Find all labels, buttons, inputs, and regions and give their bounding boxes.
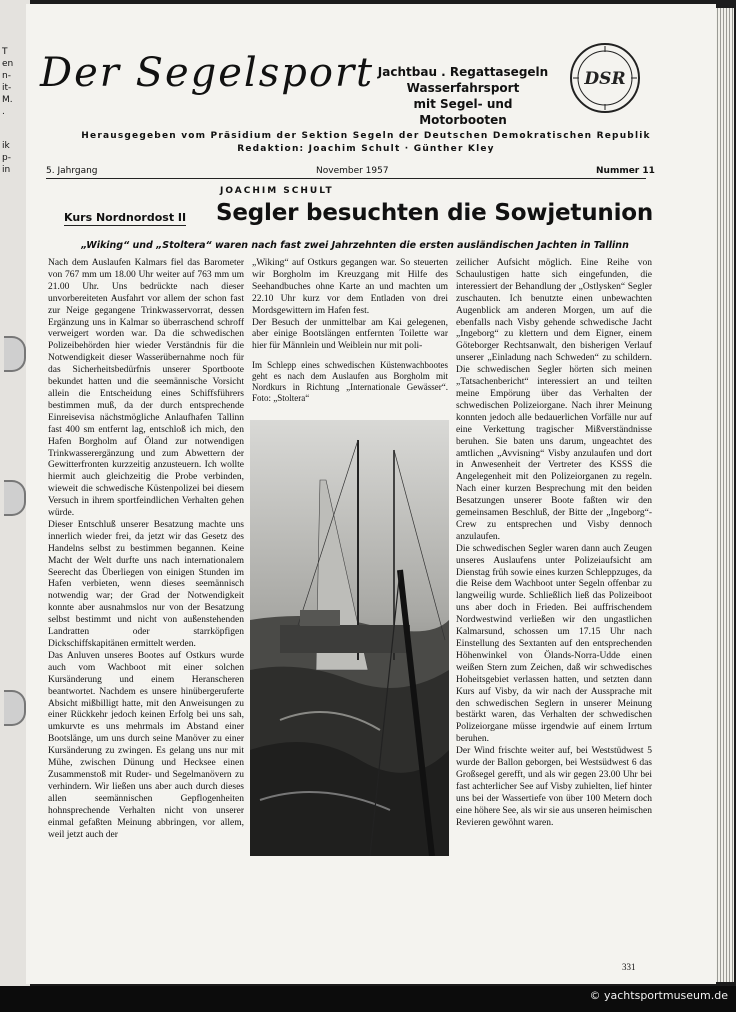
issue-number: Nummer 11 <box>596 166 655 176</box>
magazine-page <box>26 4 716 984</box>
paragraph: Dieser Entschluß unserer Besatzung machte uns innerlich wieder frei, da jetzt wir das Gesetz des Handelns selbst zu bestimmen begannen. Keine Macht der Welt durfte uns nach internationalem Seerecht das Überliegen von einigen Stunden im Hafen verbieten, wenn dieses seemännisch notwendig war; der Grad der Notwendigkeit konnte aber ausnahmslos nur von der Besatzung selbst bestimmt und nicht von außenstehenden Landratten oder starrköpfigen Dickschiffskapitänen ermittelt werden. <box>48 519 244 649</box>
publisher-line: Herausgegeben vom Präsidium der Sektion Segeln der Deutschen Demokratischen Republik <box>81 131 651 141</box>
paragraph: „Wiking“ auf Ostkurs gegangen war. So steuerten wir Borgholm im Kreuzgang mit Hilfe des Seehandbuches ohne Karte an und machten um 22.10 Uhr kurz vor dem Entladen von drei Mordsgewittern im Hafen fest. <box>252 258 448 316</box>
adjacent-page-text-1: T en n- it- M. . <box>2 47 14 117</box>
article-column-2 <box>252 258 448 353</box>
seal-letters: DSR <box>584 69 626 89</box>
masthead-rule <box>46 178 646 179</box>
page-number: 331 <box>622 962 636 972</box>
dsr-seal-icon <box>569 42 641 114</box>
article-author: JOACHIM SCHULT <box>220 186 334 196</box>
binder-ring-icon <box>4 690 26 726</box>
magazine-logo: Der Segelsport <box>40 50 375 96</box>
article-column-1 <box>48 258 244 841</box>
paragraph: Nach dem Auslaufen Kalmars fiel das Barometer von 767 mm um 18.00 Uhr weiter auf 763 mm um 21.00 Uhr. Uns bedrückte nach dieser unvorbereiteten Ausfahrt vor allem der schon fast zur Neige gegangene Trinkwasservorrat, dessen Ergänzung uns in Kalmar so überraschend schroff verweigert worden war. Da die schwedischen Polizeibehörden hier wieder Verständnis für die Notwendigkeit dieser Wasserübernahme noch für das Sicherheitsbedürfnis unserer Sportboote bekundet hatten und die seemännische Vorsicht allein die Entscheidung eines Schiffsführers bestimmen muß, da der durch entsprechende Einreisevisa nächstmögliche Anlaufhafen Tallinn fast 400 sm entfernt lag, entschloß ich mich, den Hafen Borgholm auf Öland zur notwendigen Trinkwasserergänzung und zum Abwettern der Gewitterfronten kurzzeitig anzusteuern. Ich wollte hiermit auch gleichzeitig die Probe verbinden, wieweit die schwedische Küstenpolizei bei diesem Versuch in ihrem sportfeindlichen Verhalten gehen würde. <box>48 258 244 519</box>
paragraph: Der Wind frischte weiter auf, bei Weststüdwest 5 wurde der Ballon geborgen, bei Westsüdwest 6 das Großsegel gerefft, und als wir gegen 23.00 Uhr bei fast achterlicher See auf Visby zuhielten, lief hinter uns bei der Wassertiefe von über 100 Metern doch eine höhere See, als wir sie aus unseren heimischen Revieren gewöhnt waren. <box>456 746 653 828</box>
subtitle-line: Jachtbau . Regattasegeln <box>377 65 549 79</box>
masthead-subtitle <box>368 64 558 128</box>
sailboat-photo <box>250 420 449 856</box>
photo-caption: Im Schlepp eines schwedischen Küstenwachbootes geht es nach dem Auslaufen aus Borgholm mit Nordkurs in Richtung „Internationale Gewässer“. Foto: „Stoltera“ <box>252 360 448 403</box>
article-subhead: „Wiking“ und „Stoltera“ waren nach fast zwei Jahrzehnten die ersten ausländischen Jachten in Tallinn <box>81 240 629 251</box>
issue-date: November 1957 <box>316 166 389 176</box>
binder-ring-icon <box>4 336 26 372</box>
adjacent-page-text-2: ik p- in <box>2 141 11 175</box>
binder-ring-icon <box>4 480 26 516</box>
watermark-credit: © yachtsportmuseum.de <box>589 989 728 1002</box>
paragraph: Das Anluven unseres Bootes auf Ostkurs wurde auch vom Wachboot mit einer solchen Kursänderung und einem Heranscheren beantwortet. Nachdem es unsere hinübergeruferte Absicht mißbilligt hatte, mit den Anweisungen zu einer Rückkehr jedoch keinen Erfolg bei uns sah, umkurvte es uns mehrmals im Abstand einer Bootslänge, um uns durch seine Manöver zu einer Kursänderung zu zwingen. Es gelang uns nur mit Mühe, zwischen Dünung und Hecksee einen Zusammenstoß mit Ruder- und Segelmanövern zu verhindern. Wir ließen uns aber auch durch dieses allen seemännischen Gepflogenheiten hohnsprechende Verhalten nicht von unserer einmal gefaßten Meinung abbringen, vor allem, weil jetzt auch der <box>48 650 244 840</box>
issue-volume: 5. Jahrgang <box>46 166 98 176</box>
paragraph: Der Besuch der unmittelbar am Kai gelegenen, aber einige Bootslängen entfernten Toilette war hier für Männlein und Weiblein nur mit poli- <box>252 317 448 352</box>
paragraph: Die schwedischen Segler waren dann auch Zeugen unseres Auslaufens unter Polizeiaufsicht am Dienstag früh sowie eines kurzen Schleppzuges, da die Reise dem Wachboot unter Segeln offenbar zu langweilig wurde. Schließlich ließ das Polizeiboot uns aber doch in Frieden. Bei auffrischendem Nordwestwind verließen wir den ungastlichen Kalmarsund, schossen um 17.15 Uhr nach Einstellung des Sextanten auf den entsprechenden Höhenwinkel von Ölands-Norra-Udde einen weißen Stern zum Zeichen, daß wir schwedisches Hoheitsgebiet verlassen hatten, und setzten dann Kurs auf Visby, da wir nach der Aussprache mit den schwedischen Seglern in unserer Meinung bestärkt waren, das Verhalten der schwedischen Polizeiorgane müsse irgendwie auf einem Irrtum beruhen. <box>456 543 652 745</box>
subtitle-line: mit Segel- und Motorbooten <box>413 97 513 127</box>
publisher-info <box>56 130 676 156</box>
paragraph: zeilicher Aufsicht möglich. Eine Reihe von Schaulustigen hatte sich eingefunden, die interessiert der Behandlung der „Ostlysken“ Segler zuschauten. Ich benutzte einen unbewachten Augenblick am anderen Morgen, um auf die ebenfalls nach Visby gehende schwedische Jacht „Ingeborg“ zu klettern und dem Eigner, einem Göteborger Rechtsanwalt, den bisherigen Verlauf unserer „Einladung nach Schweden“ zu schildern. Die schwedischen Segler hörten sich meinen „Tatsachenbericht“ interessiert an und teilten meine Empörung über das Verhalten der schwedischen Polizeiorgane. Nach ihrer Meinung konnten jedoch alle bedauerlichen Vorfälle nur auf eine Verkettung tragischer Mißverständnisse beruhen. Sie baten uns darum, ungeachtet des amtlichen „Avvisning“ Visby anzulaufen und dort in Anwesenheit der Vertreter des KSSS die Angelegenheit mit den Polizeiorganen zu regeln. Nach einer kurzen Besprechung mit den beiden Besatzungen unserer Boote faßten wir den gemeinsamen Beschluß, der Bitte der „Ingeborg“-Crew zu entsprechen und Visby dennoch anzulaufen. <box>456 258 652 542</box>
article-column-3 <box>456 258 652 830</box>
subtitle-line: Wasserfahrsport <box>406 81 520 95</box>
editor-line: Redaktion: Joachim Schult · Günther Kley <box>237 144 495 154</box>
article-headline: Segler besuchten die Sowjetunion <box>216 200 654 226</box>
article-kicker: Kurs Nordnordost II <box>64 211 187 224</box>
